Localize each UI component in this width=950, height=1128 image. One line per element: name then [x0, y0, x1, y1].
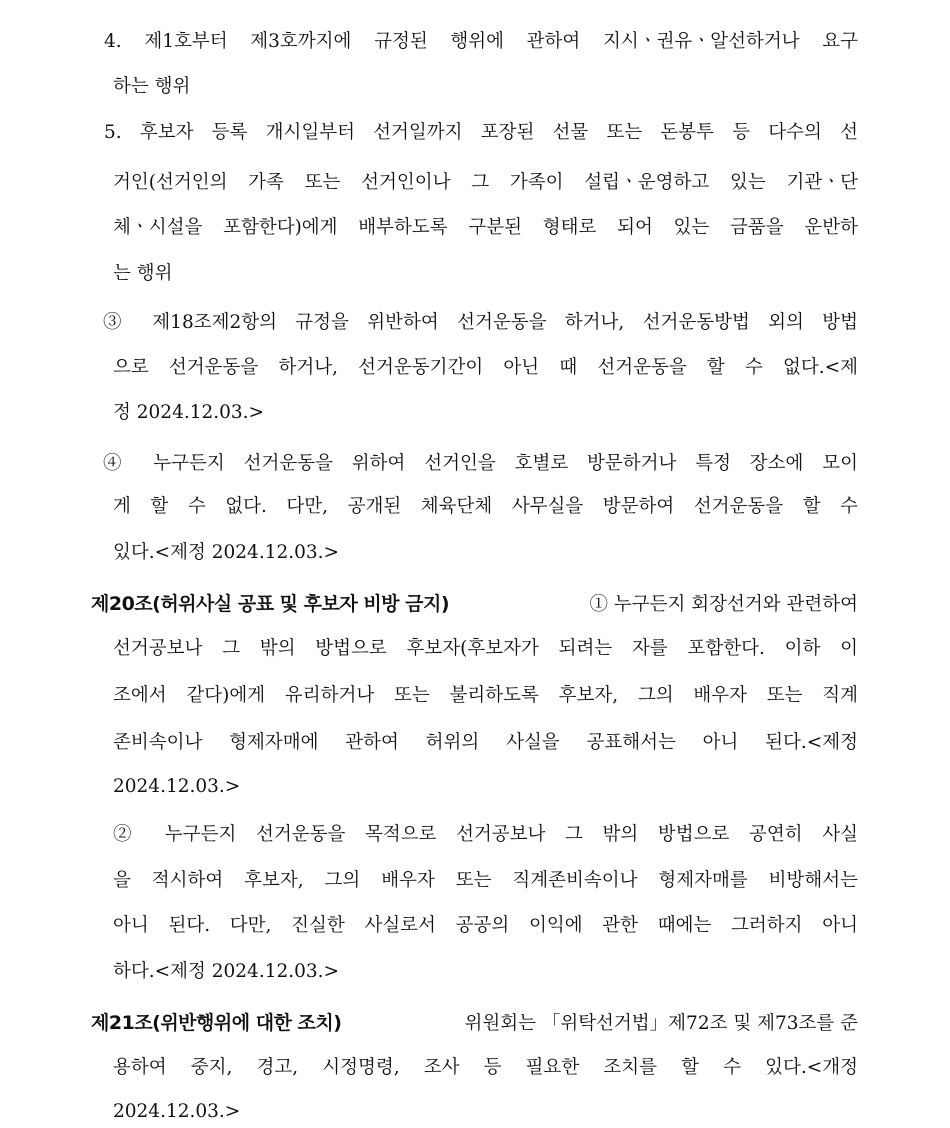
article-20-paragraph-2-line-2: 을 적시하여 후보자, 그의 배우자 또는 직계존비속이나 형제자매를 비방해서는	[113, 870, 858, 891]
article-20-line-1-text: ① 누구든지 회장선거와 관련하여	[589, 594, 858, 615]
article-21-line-1	[91, 1010, 858, 1037]
article-20-paragraph-2-line-1: ② 누구든지 선거운동을 목적으로 선거공보나 그 밖의 방법으로 공연히 사실	[113, 824, 858, 845]
paragraph-4-line-2: 게 할 수 없다. 다만, 공개된 체육단체 사무실을 방문하여 선거운동을 할 수	[113, 496, 858, 517]
item-5-line-3: 체ㆍ시설을 포함한다)에게 배부하도록 구분된 형태로 되어 있는 금품을 운반하	[113, 217, 858, 238]
item-5-line-4: 는 행위	[113, 263, 173, 284]
article-20-line-5: 2024.12.03.>	[113, 776, 241, 797]
article-20-title: 제20조(허위사실 공표 및 후보자 비방 금지)	[91, 593, 450, 615]
paragraph-3-line-2: 으로 선거운동을 하거나, 선거운동기간이 아닌 때 선거운동을 할 수 없다.<제	[113, 357, 858, 378]
article-20-paragraph-2-line-4: 하다.<제정 2024.12.03.>	[113, 961, 340, 982]
paragraph-3-line-3: 정 2024.12.03.>	[113, 402, 265, 423]
article-20-paragraph-2-line-3: 아니 된다. 다만, 진실한 사실로서 공공의 이익에 관한 때에는 그러하지 아니	[113, 915, 858, 936]
item-5-line-2: 거인(선거인의 가족 또는 선거인이나 그 가족이 설립ㆍ운영하고 있는 기관ㆍ단	[113, 172, 858, 193]
item-5-line-1: 5. 후보자 등록 개시일부터 선거일까지 포장된 선물 또는 돈봉투 등 다수의 선	[104, 122, 858, 143]
item-4-line-2: 하는 행위	[113, 76, 191, 97]
article-21-line-2: 용하여 중지, 경고, 시정명령, 조사 등 필요한 조치를 할 수 있다.<개정	[113, 1057, 858, 1078]
article-21-line-3: 2024.12.03.>	[113, 1101, 241, 1122]
paragraph-3-line-1: ③ 제18조제2항의 규정을 위반하여 선거운동을 하거나, 선거운동방법 외의 방법	[103, 312, 858, 333]
article-20-line-2: 선거공보나 그 밖의 방법으로 후보자(후보자가 되려는 자를 포함한다. 이하 이	[113, 638, 858, 659]
article-21-title: 제21조(위반행위에 대한 조치)	[91, 1012, 342, 1034]
article-20-line-4: 존비속이나 형제자매에 관하여 허위의 사실을 공표해서는 아니 된다.<제정	[113, 732, 858, 753]
article-20-line-1	[91, 591, 858, 618]
paragraph-4-line-3: 있다.<제정 2024.12.03.>	[113, 542, 340, 563]
item-4-line-1: 4. 제1호부터 제3호까지에 규정된 행위에 관하여 지시ㆍ권유ㆍ알선하거나 요구	[104, 31, 858, 52]
article-21-line-1-text: 위원회는 「위탁선거법」제72조 및 제73조를 준	[464, 1013, 858, 1034]
article-20-line-3: 조에서 같다)에게 유리하거나 또는 불리하도록 후보자, 그의 배우자 또는 직계	[113, 685, 858, 706]
paragraph-4-line-1: ④ 누구든지 선거운동을 위하여 선거인을 호별로 방문하거나 특정 장소에 모이	[103, 453, 858, 474]
